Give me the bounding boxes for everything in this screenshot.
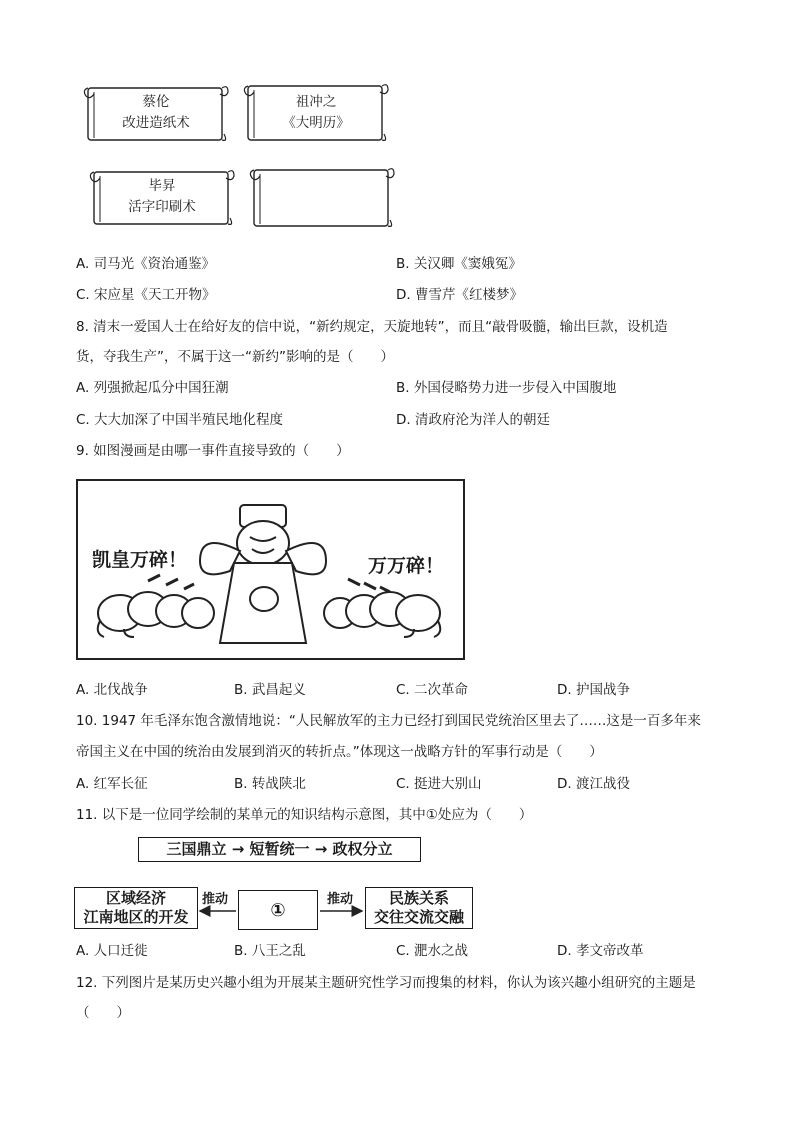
diagram-right-box-line1: 民族关系 (388, 889, 449, 907)
q8-option-b[interactable]: B. 外国侵略势力进一步侵入中国腹地 (396, 380, 617, 396)
q7-option-a[interactable]: A. 司马光《资治通鉴》 (76, 256, 216, 272)
q7-option-b[interactable]: B. 关汉卿《窦娥冤》 (396, 256, 522, 272)
q9-option-c[interactable]: C. 二次革命 (396, 682, 469, 698)
q9-option-a[interactable]: A. 北伐战争 (76, 682, 148, 698)
scroll-title: 蔡伦 (142, 94, 170, 110)
q11-stem: 11. 以下是一位同学绘制的某单元的知识结构示意图，其中①处应为（ ） (76, 807, 533, 823)
q8-option-a[interactable]: A. 列强掀起瓜分中国狂潮 (76, 380, 229, 396)
q9-option-b[interactable]: B. 武昌起义 (234, 682, 306, 698)
scroll-subtitle: 活字印刷术 (128, 199, 196, 215)
q10-stem-line2: 帝国主义在中国的统治由发展到消灭的转折点。”体现这一战略方针的军事行动是（ ） (76, 744, 603, 760)
q10-stem-line1: 10. 1947 年毛泽东饱含激情地说：“人民解放军的主力已经打到国民党统治区里去了……这是一百多年来 (76, 713, 701, 729)
q11-option-b[interactable]: B. 八王之乱 (234, 943, 306, 959)
q9-option-d[interactable]: D. 护国战争 (557, 682, 630, 698)
q12-stem-line2: （ ） (76, 1005, 130, 1021)
q7-option-d[interactable]: D. 曹雪芹《红楼梦》 (396, 287, 523, 303)
diagram-arrow-label-left: 推动 (202, 892, 229, 907)
scroll-subtitle: 改进造纸术 (122, 115, 190, 131)
q11-option-d[interactable]: D. 孝文帝改革 (557, 943, 644, 959)
diagram-top-box: 三国鼎立 → 短暂统一 → 政权分立 (138, 837, 421, 862)
q8-stem-line2: 货，夺我生产”，不属于这一“新约”影响的是（ ） (76, 349, 394, 365)
q10-option-a[interactable]: A. 红军长征 (76, 776, 148, 792)
scroll-subtitle: 《大明历》 (282, 115, 350, 131)
q7-option-c[interactable]: C. 宋应星《天工开物》 (76, 287, 216, 303)
q11-option-a[interactable]: A. 人口迁徙 (76, 943, 148, 959)
scroll-title: 毕昇 (148, 178, 176, 194)
diagram-arrow-label-right: 推动 (327, 892, 354, 907)
diagram-center-box: ① (238, 890, 318, 930)
cartoon-caption-right: 万万碎！ (368, 555, 445, 577)
diagram-right-box-line2: 交往交流交融 (373, 908, 464, 926)
q8-option-c[interactable]: C. 大大加深了中国半殖民地化程度 (76, 412, 284, 428)
cartoon-caption-left: 凯皇万碎！ (92, 549, 188, 571)
scroll-title: 祖冲之 (295, 94, 337, 110)
q10-option-c[interactable]: C. 挺进大别山 (396, 776, 482, 792)
q11-option-c[interactable]: C. 淝水之战 (396, 943, 469, 959)
diagram-left-box-line1: 区域经济 (105, 889, 166, 907)
q8-option-d[interactable]: D. 清政府沦为洋人的朝廷 (396, 412, 550, 428)
diagram-left-box-line2: 江南地区的开发 (83, 908, 189, 926)
q9-stem: 9. 如图漫画是由哪一事件直接导致的（ ） (76, 443, 350, 459)
q12-stem-line1: 12. 下列图片是某历史兴趣小组为开展某主题研究性学习而搜集的材料，你认为该兴趣小组研究的主题是 (76, 975, 696, 991)
q10-option-d[interactable]: D. 渡江战役 (557, 776, 630, 792)
q10-option-b[interactable]: B. 转战陕北 (234, 776, 306, 792)
q8-stem-line1: 8. 清末一爱国人士在给好友的信中说，“新约规定，天旋地转”，而且“敲骨吸髓，输出巨款，设机造 (76, 319, 668, 335)
